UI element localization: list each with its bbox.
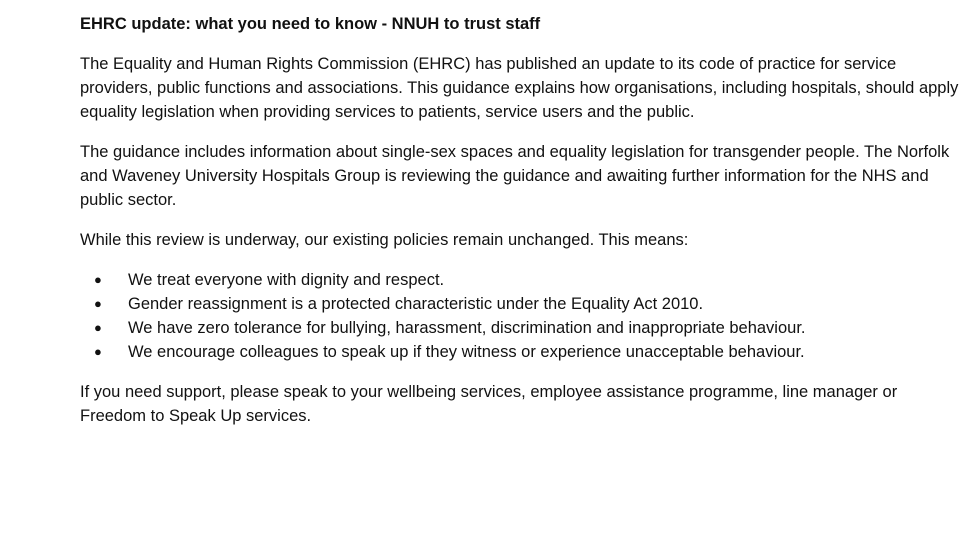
list-item-text: Gender reassignment is a protected characteristic under the Equality Act 2010. <box>128 295 704 313</box>
policy-lead-paragraph: While this review is underway, our existing policies remain unchanged. This means: <box>80 231 689 249</box>
policy-bullet-list <box>80 268 960 364</box>
bullet-icon: ● <box>94 296 102 311</box>
document-body <box>80 12 960 444</box>
guidance-paragraph: The guidance includes information about single-sex spaces and equality legislation for transgender people. The Norfolk and Waveney University Hospitals Group is reviewing the guidance and awaiting further information for the NHS and public sector. <box>80 143 950 209</box>
list-item-text: We treat everyone with dignity and respect. <box>128 271 445 289</box>
list-item-text: We encourage colleagues to speak up if they witness or experience unacceptable behaviour. <box>128 343 805 361</box>
bullet-icon: ● <box>94 344 102 359</box>
list-item <box>80 292 960 316</box>
list-item <box>80 316 960 340</box>
bullet-icon: ● <box>94 320 102 335</box>
bullet-icon: ● <box>94 272 102 287</box>
support-paragraph: If you need support, please speak to your wellbeing services, employee assistance programme, line manager or Freedom to Speak Up services. <box>80 383 898 425</box>
document-title: EHRC update: what you need to know - NNUH to trust staff <box>80 15 541 33</box>
list-item <box>80 268 960 292</box>
list-item <box>80 340 960 364</box>
list-item-text: We have zero tolerance for bullying, harassment, discrimination and inappropriate behaviour. <box>128 319 806 337</box>
intro-paragraph: The Equality and Human Rights Commission (EHRC) has published an update to its code of practice for service providers, public functions and associations. This guidance explains how organisations, including hospitals, should apply equality legislation when providing services to patients, service users and the public. <box>80 55 959 121</box>
